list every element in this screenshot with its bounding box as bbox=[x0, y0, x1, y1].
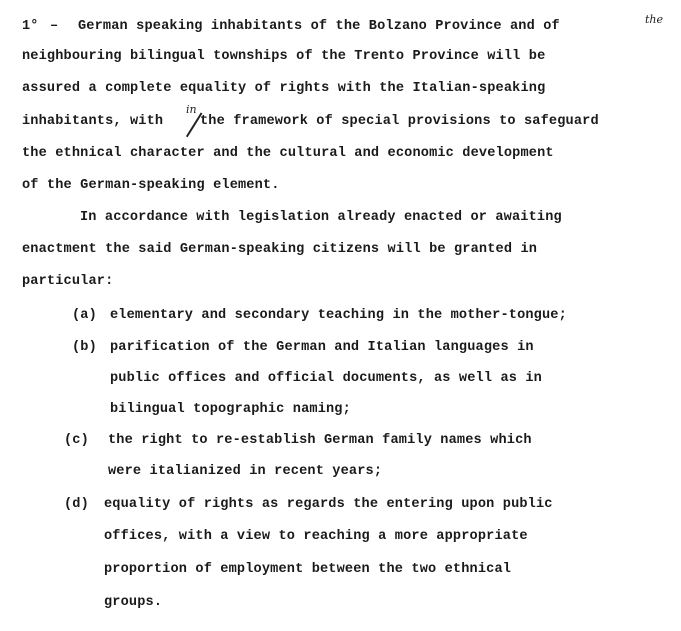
paragraph-1-line-1: German speaking inhabitants of the Bolzano Province and of bbox=[78, 19, 560, 34]
item-c-label: (c) bbox=[64, 433, 89, 448]
paragraph-number: 1° bbox=[22, 19, 39, 34]
paragraph-1-line-5: the ethnical character and the cultural and economic development bbox=[22, 146, 554, 161]
paragraph-2-line-3: particular: bbox=[22, 274, 114, 289]
item-d-line-2: offices, with a view to reaching a more appropriate bbox=[104, 529, 528, 544]
item-b-line-3: bilingual topographic naming; bbox=[110, 402, 351, 417]
paragraph-2-line-2: enactment the said German-speaking citizens will be granted in bbox=[22, 242, 538, 257]
paragraph-2-line-1: In accordance with legislation already enacted or awaiting bbox=[80, 210, 562, 225]
paragraph-1-line-6: of the German-speaking element. bbox=[22, 178, 280, 193]
item-c-line-2: were italianized in recent years; bbox=[108, 464, 383, 479]
item-b-label: (b) bbox=[72, 340, 97, 355]
paragraph-1-line-4b: the framework of special provisions to safeguard bbox=[200, 114, 599, 129]
paragraph-dash: – bbox=[50, 19, 59, 34]
item-d-line-3: proportion of employment between the two ethnical bbox=[104, 562, 512, 577]
item-d-line-4: groups. bbox=[104, 595, 163, 610]
handwritten-insert-in: in bbox=[186, 103, 197, 116]
item-b-line-2: public offices and official documents, as well as in bbox=[110, 371, 542, 386]
handwritten-insert-the: the bbox=[645, 13, 664, 26]
paragraph-1-line-3: assured a complete equality of rights with the Italian-speaking bbox=[22, 81, 546, 96]
paragraph-1-line-4a: inhabitants, with bbox=[22, 114, 164, 129]
item-d-label: (d) bbox=[64, 497, 89, 512]
item-d-line-1: equality of rights as regards the entering upon public bbox=[104, 497, 553, 512]
item-c-line-1: the right to re-establish German family names which bbox=[108, 433, 532, 448]
item-a-line-1: elementary and secondary teaching in the mother-tongue; bbox=[110, 308, 567, 323]
item-b-line-1: parification of the German and Italian languages in bbox=[110, 340, 534, 355]
paragraph-1-line-2: neighbouring bilingual townships of the Trento Province will be bbox=[22, 49, 546, 64]
item-a-label: (a) bbox=[72, 308, 97, 323]
